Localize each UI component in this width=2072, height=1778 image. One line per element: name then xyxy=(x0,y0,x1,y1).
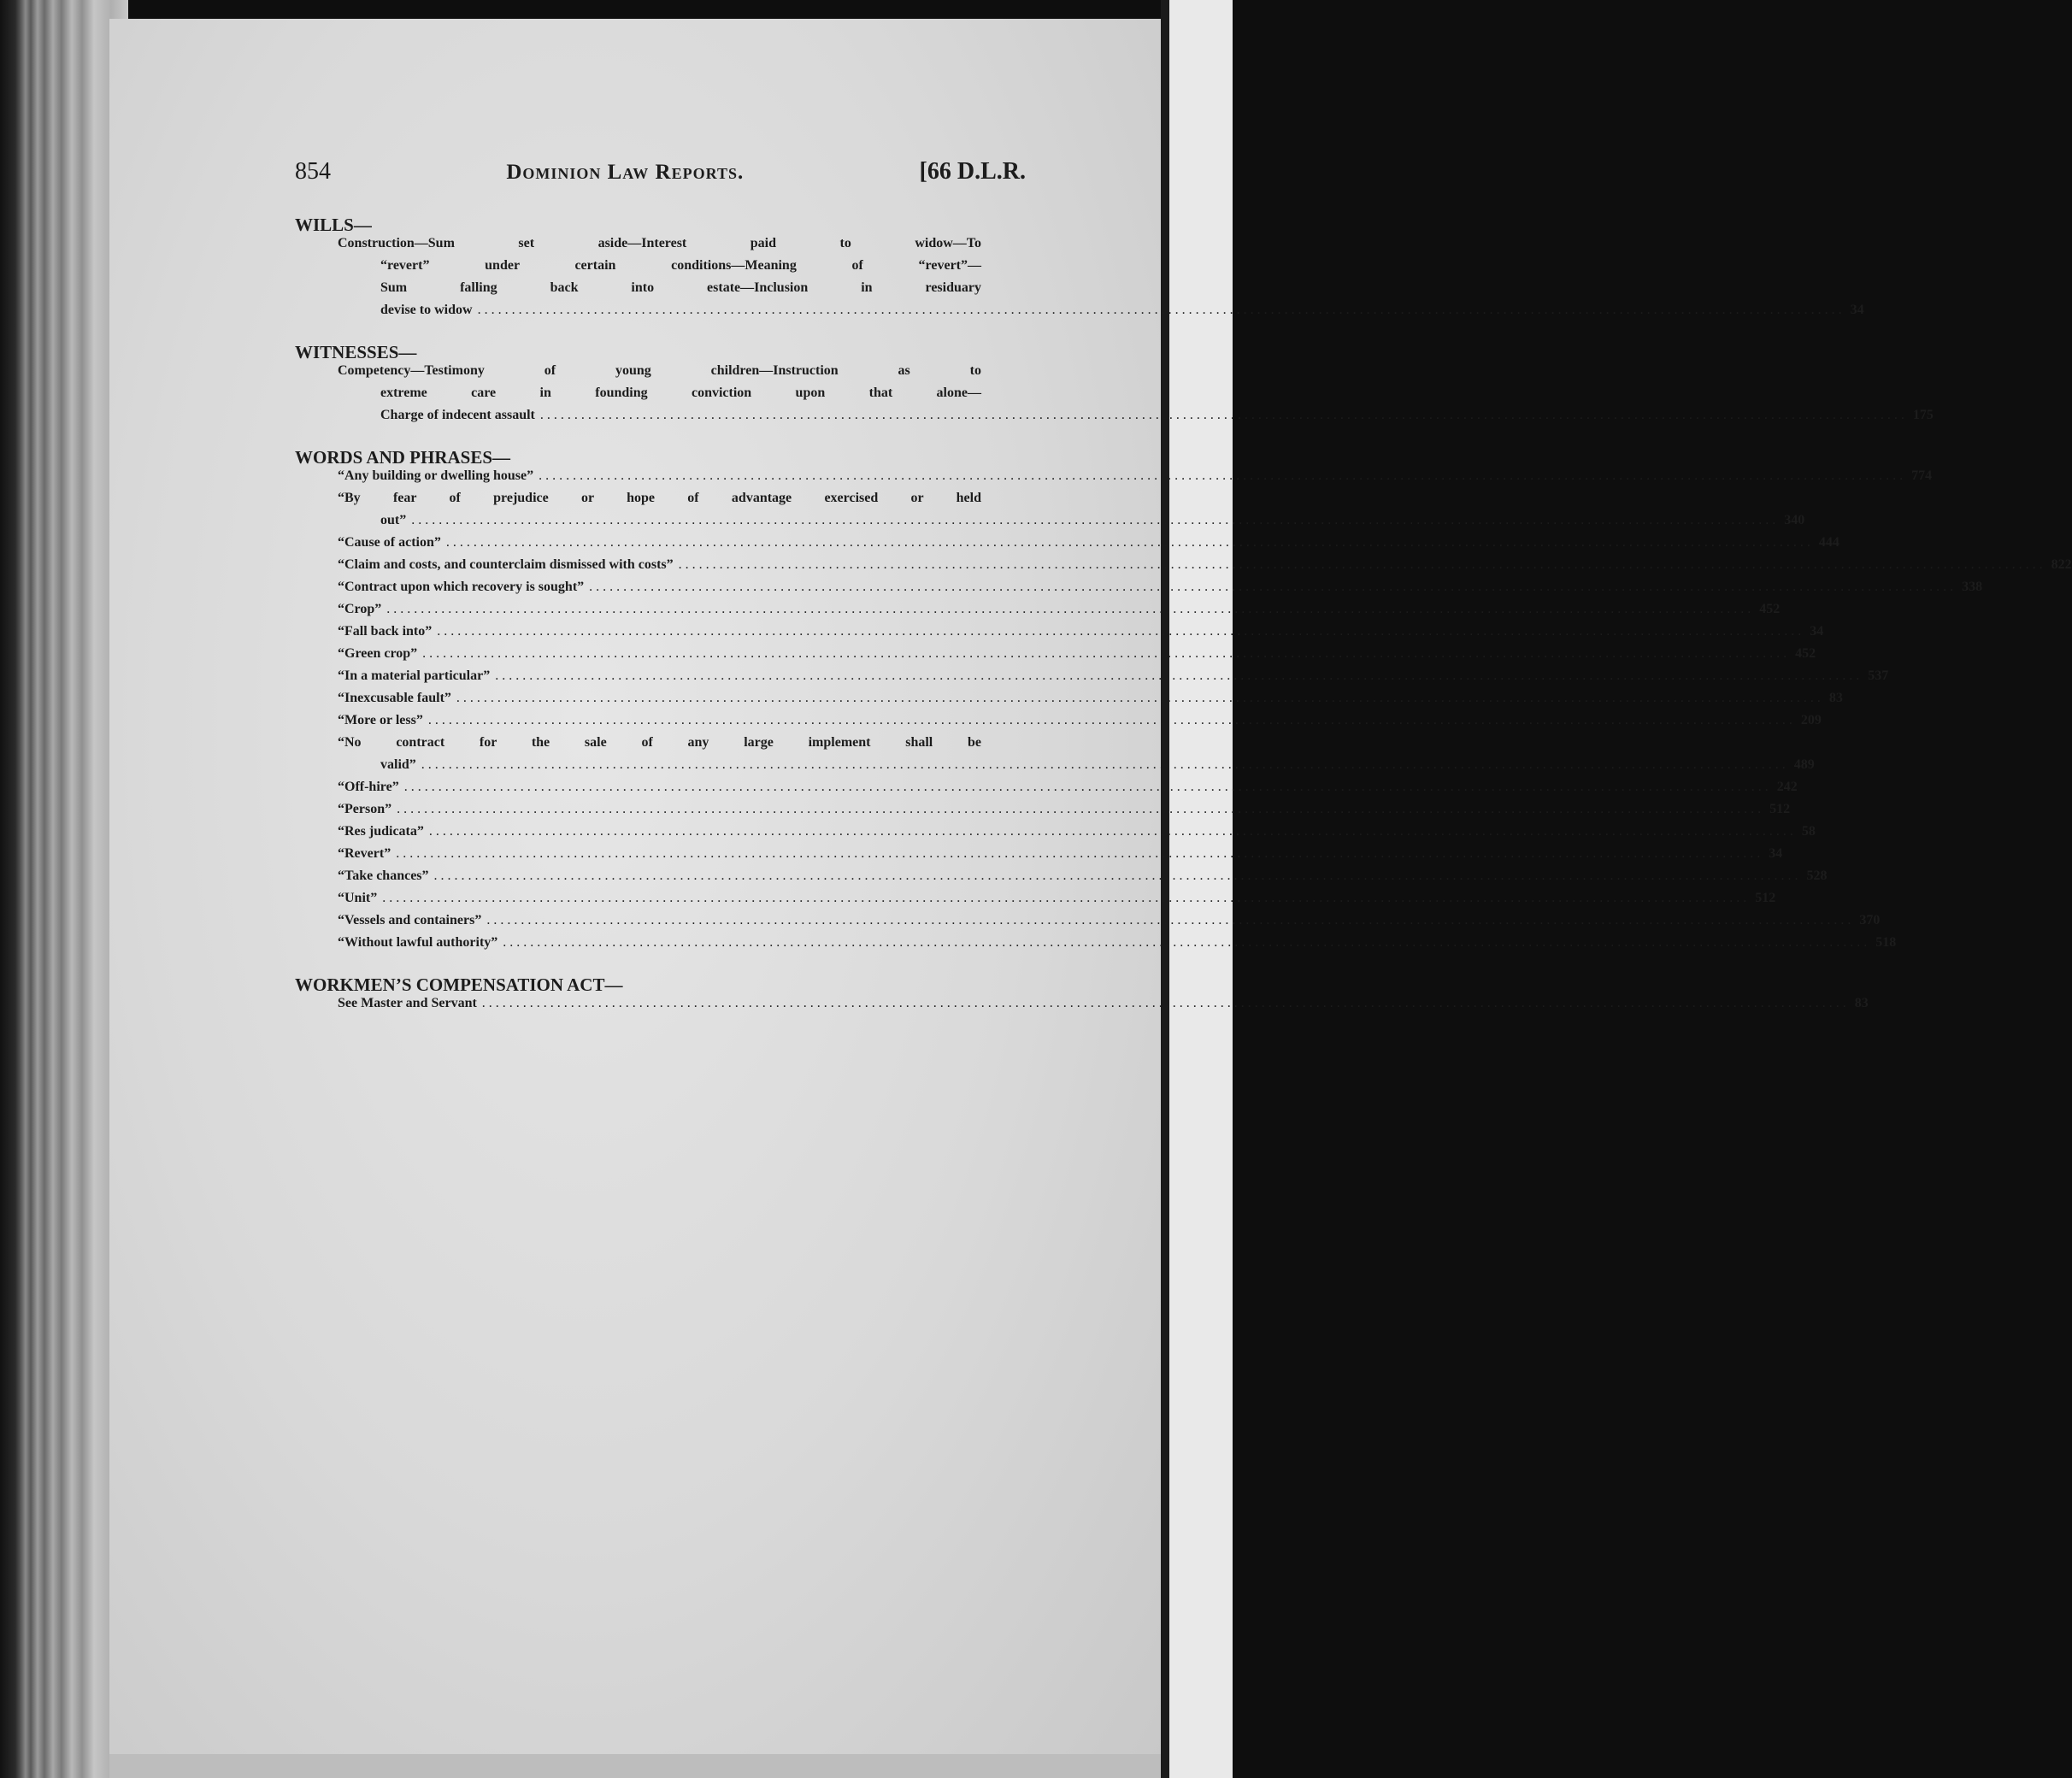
index-entry xyxy=(338,996,1869,1018)
dot-leader: ........................................................................................................................................................................................................ xyxy=(477,303,1845,317)
section-heading: WILLS— xyxy=(295,215,372,235)
dot-leader: ........................................................................................................................................................................................................ xyxy=(678,557,2046,572)
index-entry xyxy=(338,602,1781,624)
index-section xyxy=(295,342,1934,430)
index-entry xyxy=(338,802,1791,824)
dot-leader: ........................................................................................................................................................................................................ xyxy=(539,408,1908,422)
dot-leader: ........................................................................................................................................................................................................ xyxy=(403,780,1772,794)
page-reference: 822 xyxy=(2051,557,2072,572)
dot-leader: ........................................................................................................................................................................................................ xyxy=(445,535,1814,550)
index-entry xyxy=(338,624,1824,646)
entry-text: out” xyxy=(380,513,407,527)
page-reference: 370 xyxy=(1859,913,1881,927)
index-section xyxy=(295,215,1864,325)
page-reference: 537 xyxy=(1868,668,1889,683)
index-entry xyxy=(338,780,1798,802)
index-entry xyxy=(338,713,1822,735)
entry-text: Charge of indecent assault xyxy=(380,408,535,422)
volume-reference: [66 D.L.R. xyxy=(919,158,1026,185)
entry-text: See Master and Servant xyxy=(338,996,477,1010)
index-section xyxy=(295,447,2072,957)
section-heading: WITNESSES— xyxy=(295,342,417,362)
page-reference: 489 xyxy=(1793,757,1815,772)
entry-text: “Contract upon which recovery is sought” xyxy=(338,580,585,594)
dot-leader: ........................................................................................................................................................................................................ xyxy=(589,580,1957,594)
page-reference: 512 xyxy=(1769,802,1791,816)
dot-leader: ........................................................................................................................................................................................................ xyxy=(539,468,1907,483)
page-reference: 340 xyxy=(1784,513,1805,527)
entry-text: devise to widow xyxy=(380,303,473,317)
index-entry xyxy=(338,668,1889,691)
entry-text: “Off-hire” xyxy=(338,780,399,794)
dot-leader: ........................................................................................................................................................................................................ xyxy=(386,602,1755,616)
index-entry xyxy=(338,491,1805,535)
dot-leader: ........................................................................................................................................................................................................ xyxy=(428,824,1797,839)
page-reference: 34 xyxy=(1810,624,1824,639)
running-title: Dominion Law Reports. xyxy=(506,161,745,184)
entry-text: “Take chances” xyxy=(338,868,429,883)
entry-text: “Unit” xyxy=(338,891,378,905)
index-entry xyxy=(338,580,1983,602)
entry-text: extreme care in founding conviction upon that alone— xyxy=(380,386,981,400)
dot-leader: ........................................................................................................................................................................................................ xyxy=(481,996,1850,1010)
dot-leader: ........................................................................................................................................................................................................ xyxy=(486,913,1855,927)
dot-leader: ........................................................................................................................................................................................................ xyxy=(397,802,1765,816)
page-reference: 34 xyxy=(1850,303,1864,317)
page-reference: 58 xyxy=(1801,824,1816,839)
page-reference: 444 xyxy=(1818,535,1839,550)
index-entry xyxy=(338,691,1843,713)
entry-text: “revert” under certain conditions—Meaning of “revert”— xyxy=(380,258,981,273)
dot-leader: ........................................................................................................................................................................................................ xyxy=(503,935,1871,950)
entry-text: “Vessels and containers” xyxy=(338,913,482,927)
page-reference: 774 xyxy=(1911,468,1933,483)
entry-text: valid” xyxy=(380,757,416,772)
dot-leader: ........................................................................................................................................................................................................ xyxy=(411,513,1780,527)
page-reference: 528 xyxy=(1806,868,1828,883)
page-content xyxy=(295,158,2072,1035)
page-reference: 512 xyxy=(1755,891,1776,905)
entry-text: “Inexcusable fault” xyxy=(338,691,451,705)
entry-text: Competency—Testimony of young children—Instruction as to xyxy=(338,363,981,378)
page-reference: 338 xyxy=(1962,580,1983,594)
index-entry xyxy=(338,236,1864,325)
page-reference: 452 xyxy=(1759,602,1781,616)
dot-leader: ........................................................................................................................................................................................................ xyxy=(421,757,1789,772)
index-entry xyxy=(338,846,1783,868)
dot-leader: ........................................................................................................................................................................................................ xyxy=(456,691,1824,705)
page-reference: 83 xyxy=(1854,996,1869,1010)
page-reference: 83 xyxy=(1828,691,1843,705)
dot-leader: ........................................................................................................................................................................................................ xyxy=(422,646,1791,661)
index-body xyxy=(295,215,2072,1018)
dot-leader: ........................................................................................................................................................................................................ xyxy=(382,891,1751,905)
entry-text: “Cause of action” xyxy=(338,535,441,550)
index-entry xyxy=(338,363,1934,430)
entry-text: Sum falling back into estate—Inclusion in residuary xyxy=(380,280,981,295)
index-entry xyxy=(338,935,1897,957)
index-entry xyxy=(338,535,1839,557)
dot-leader: ........................................................................................................................................................................................................ xyxy=(433,868,1802,883)
index-entry xyxy=(338,735,1815,780)
dot-leader: ........................................................................................................................................................................................................ xyxy=(396,846,1764,861)
index-entry xyxy=(338,646,1816,668)
entry-text: “Any building or dwelling house” xyxy=(338,468,534,483)
page-reference: 452 xyxy=(1795,646,1816,661)
section-heading: WORKMEN’S COMPENSATION ACT— xyxy=(295,974,623,995)
entry-text: “Res judicata” xyxy=(338,824,424,839)
page-reference: 209 xyxy=(1800,713,1822,727)
entry-text: “In a material particular” xyxy=(338,668,491,683)
page-reference: 34 xyxy=(1769,846,1783,861)
index-entry xyxy=(338,868,1828,891)
entry-text: “Without lawful authority” xyxy=(338,935,498,950)
entry-text: “Green crop” xyxy=(338,646,418,661)
dot-leader: ........................................................................................................................................................................................................ xyxy=(495,668,1863,683)
page-number: 854 xyxy=(295,158,331,185)
entry-text: “Fall back into” xyxy=(338,624,433,639)
index-entry xyxy=(338,557,2072,580)
entry-text: “By fear of prejudice or hope of advantage exercised or held xyxy=(338,491,981,505)
entry-text: “Person” xyxy=(338,802,392,816)
page-reference: 242 xyxy=(1776,780,1798,794)
dot-leader: ........................................................................................................................................................................................................ xyxy=(427,713,1796,727)
index-entry xyxy=(338,913,1881,935)
entry-text: “No contract for the sale of any large implement shall be xyxy=(338,735,981,750)
page-reference: 518 xyxy=(1875,935,1897,950)
entry-text: “More or less” xyxy=(338,713,423,727)
page-reference: 175 xyxy=(1912,408,1934,422)
page-bottom-edge xyxy=(109,1754,1161,1778)
dot-leader: ........................................................................................................................................................................................................ xyxy=(437,624,1805,639)
entry-text: “Crop” xyxy=(338,602,382,616)
entry-text: Construction—Sum set aside—Interest paid to widow—To xyxy=(338,236,981,250)
running-header xyxy=(295,158,1026,197)
entry-text: “Revert” xyxy=(338,846,391,861)
index-entry xyxy=(338,468,1933,491)
index-section xyxy=(295,974,1869,1018)
facing-page-edge xyxy=(1161,0,1233,1778)
section-heading: WORDS AND PHRASES— xyxy=(295,447,511,468)
entry-text: “Claim and costs, and counterclaim dismissed with costs” xyxy=(338,557,674,572)
index-entry xyxy=(338,891,1776,913)
index-entry xyxy=(338,824,1816,846)
